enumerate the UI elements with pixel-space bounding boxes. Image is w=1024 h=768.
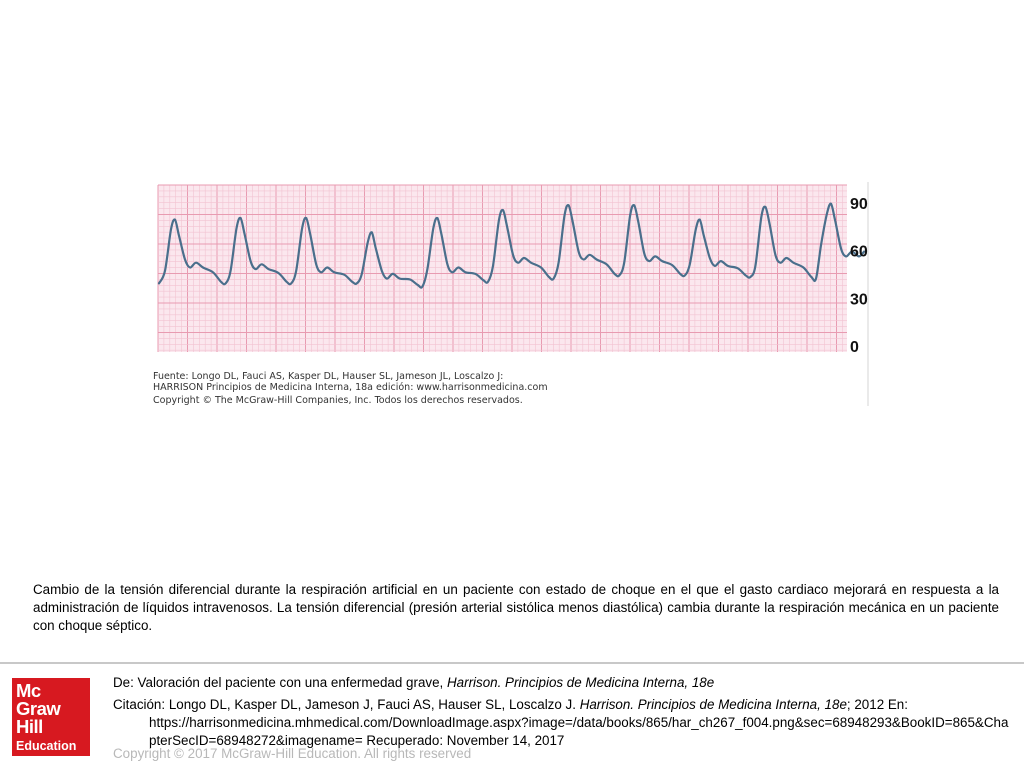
y-tick-label: 90 [850, 195, 868, 213]
citation-year: ; 2012 En: [846, 697, 908, 712]
source-line-3: Copyright © The McGraw-Hill Companies, Inc. Todos los derechos reservados. [153, 395, 523, 406]
citation-line [113, 696, 1013, 714]
y-tick-label: 30 [850, 291, 868, 309]
systolic-peak-point [764, 206, 766, 208]
systolic-peak-point [830, 203, 832, 205]
logo-line-1: Mc [16, 680, 41, 701]
source-reference [113, 674, 1013, 692]
systolic-peak-point [436, 217, 438, 219]
copyright-notice: Copyright © 2017 McGraw-Hill Education. All rights reserved [113, 746, 472, 761]
mcgraw-hill-logo [12, 678, 90, 756]
logo-line-2: Graw [16, 698, 61, 719]
figure-caption: Cambio de la tensión diferencial durante la respiración artificial en un paciente con estado de choque en el que el gasto cardiaco mejorará en respuesta a la administración de líquidos intravenosos. La tensión diferencial (presión arterial sistólica menos diastólica) cambia durante la respiración mecánica en un paciente con choque séptico. [33, 582, 999, 633]
systolic-peak-point [699, 219, 701, 221]
systolic-peak-point [633, 204, 635, 206]
systolic-peak-point [174, 219, 176, 221]
source-line-1: Fuente: Longo DL, Fauci AS, Kasper DL, Hauser SL, Jameson JL, Loscalzo J: [153, 371, 504, 382]
logo-line-4: Education [16, 739, 77, 753]
citation-dot: . [572, 697, 580, 712]
source-line-2: HARRISON Principios de Medicina Interna, 18a edición: www.harrisonmedicina.com [153, 382, 548, 393]
logo-line-3: Hill [16, 716, 43, 737]
citation-book-title: Harrison. Principios de Medicina Interna, 18e [579, 697, 847, 712]
systolic-peak-point [239, 217, 241, 219]
pressure-waveform-chart [150, 180, 870, 408]
source-book-title: Harrison. Principios de Medicina Interna, 18e [447, 675, 715, 690]
y-tick-label: 0 [850, 339, 859, 356]
systolic-peak-point [567, 204, 569, 206]
systolic-peak-point [371, 231, 373, 233]
y-axis-ticks [850, 182, 868, 406]
citation-url[interactable]: https://harrisonmedicina.mhmedical.com/DownloadImage.aspx?image=/data/books/865/har_ch267_f004.png&sec=68948293&BookID=865&ChapterSecID=68948272&imagename= Recuperado: November 14, 2017 [149, 715, 1009, 748]
systolic-peak-point [305, 217, 307, 219]
footer-divider [0, 662, 1024, 664]
citation-authors: Citación: Longo DL, Kasper DL, Jameson J, Fauci AS, Hauser SL, Loscalzo J [113, 697, 573, 712]
arterial-pressure-figure [150, 180, 870, 408]
y-tick-label: 60 [850, 243, 868, 261]
systolic-peak-point [502, 209, 504, 211]
source-prefix: De: Valoración del paciente con una enfermedad grave, [113, 675, 447, 690]
citation-block [113, 674, 1013, 750]
